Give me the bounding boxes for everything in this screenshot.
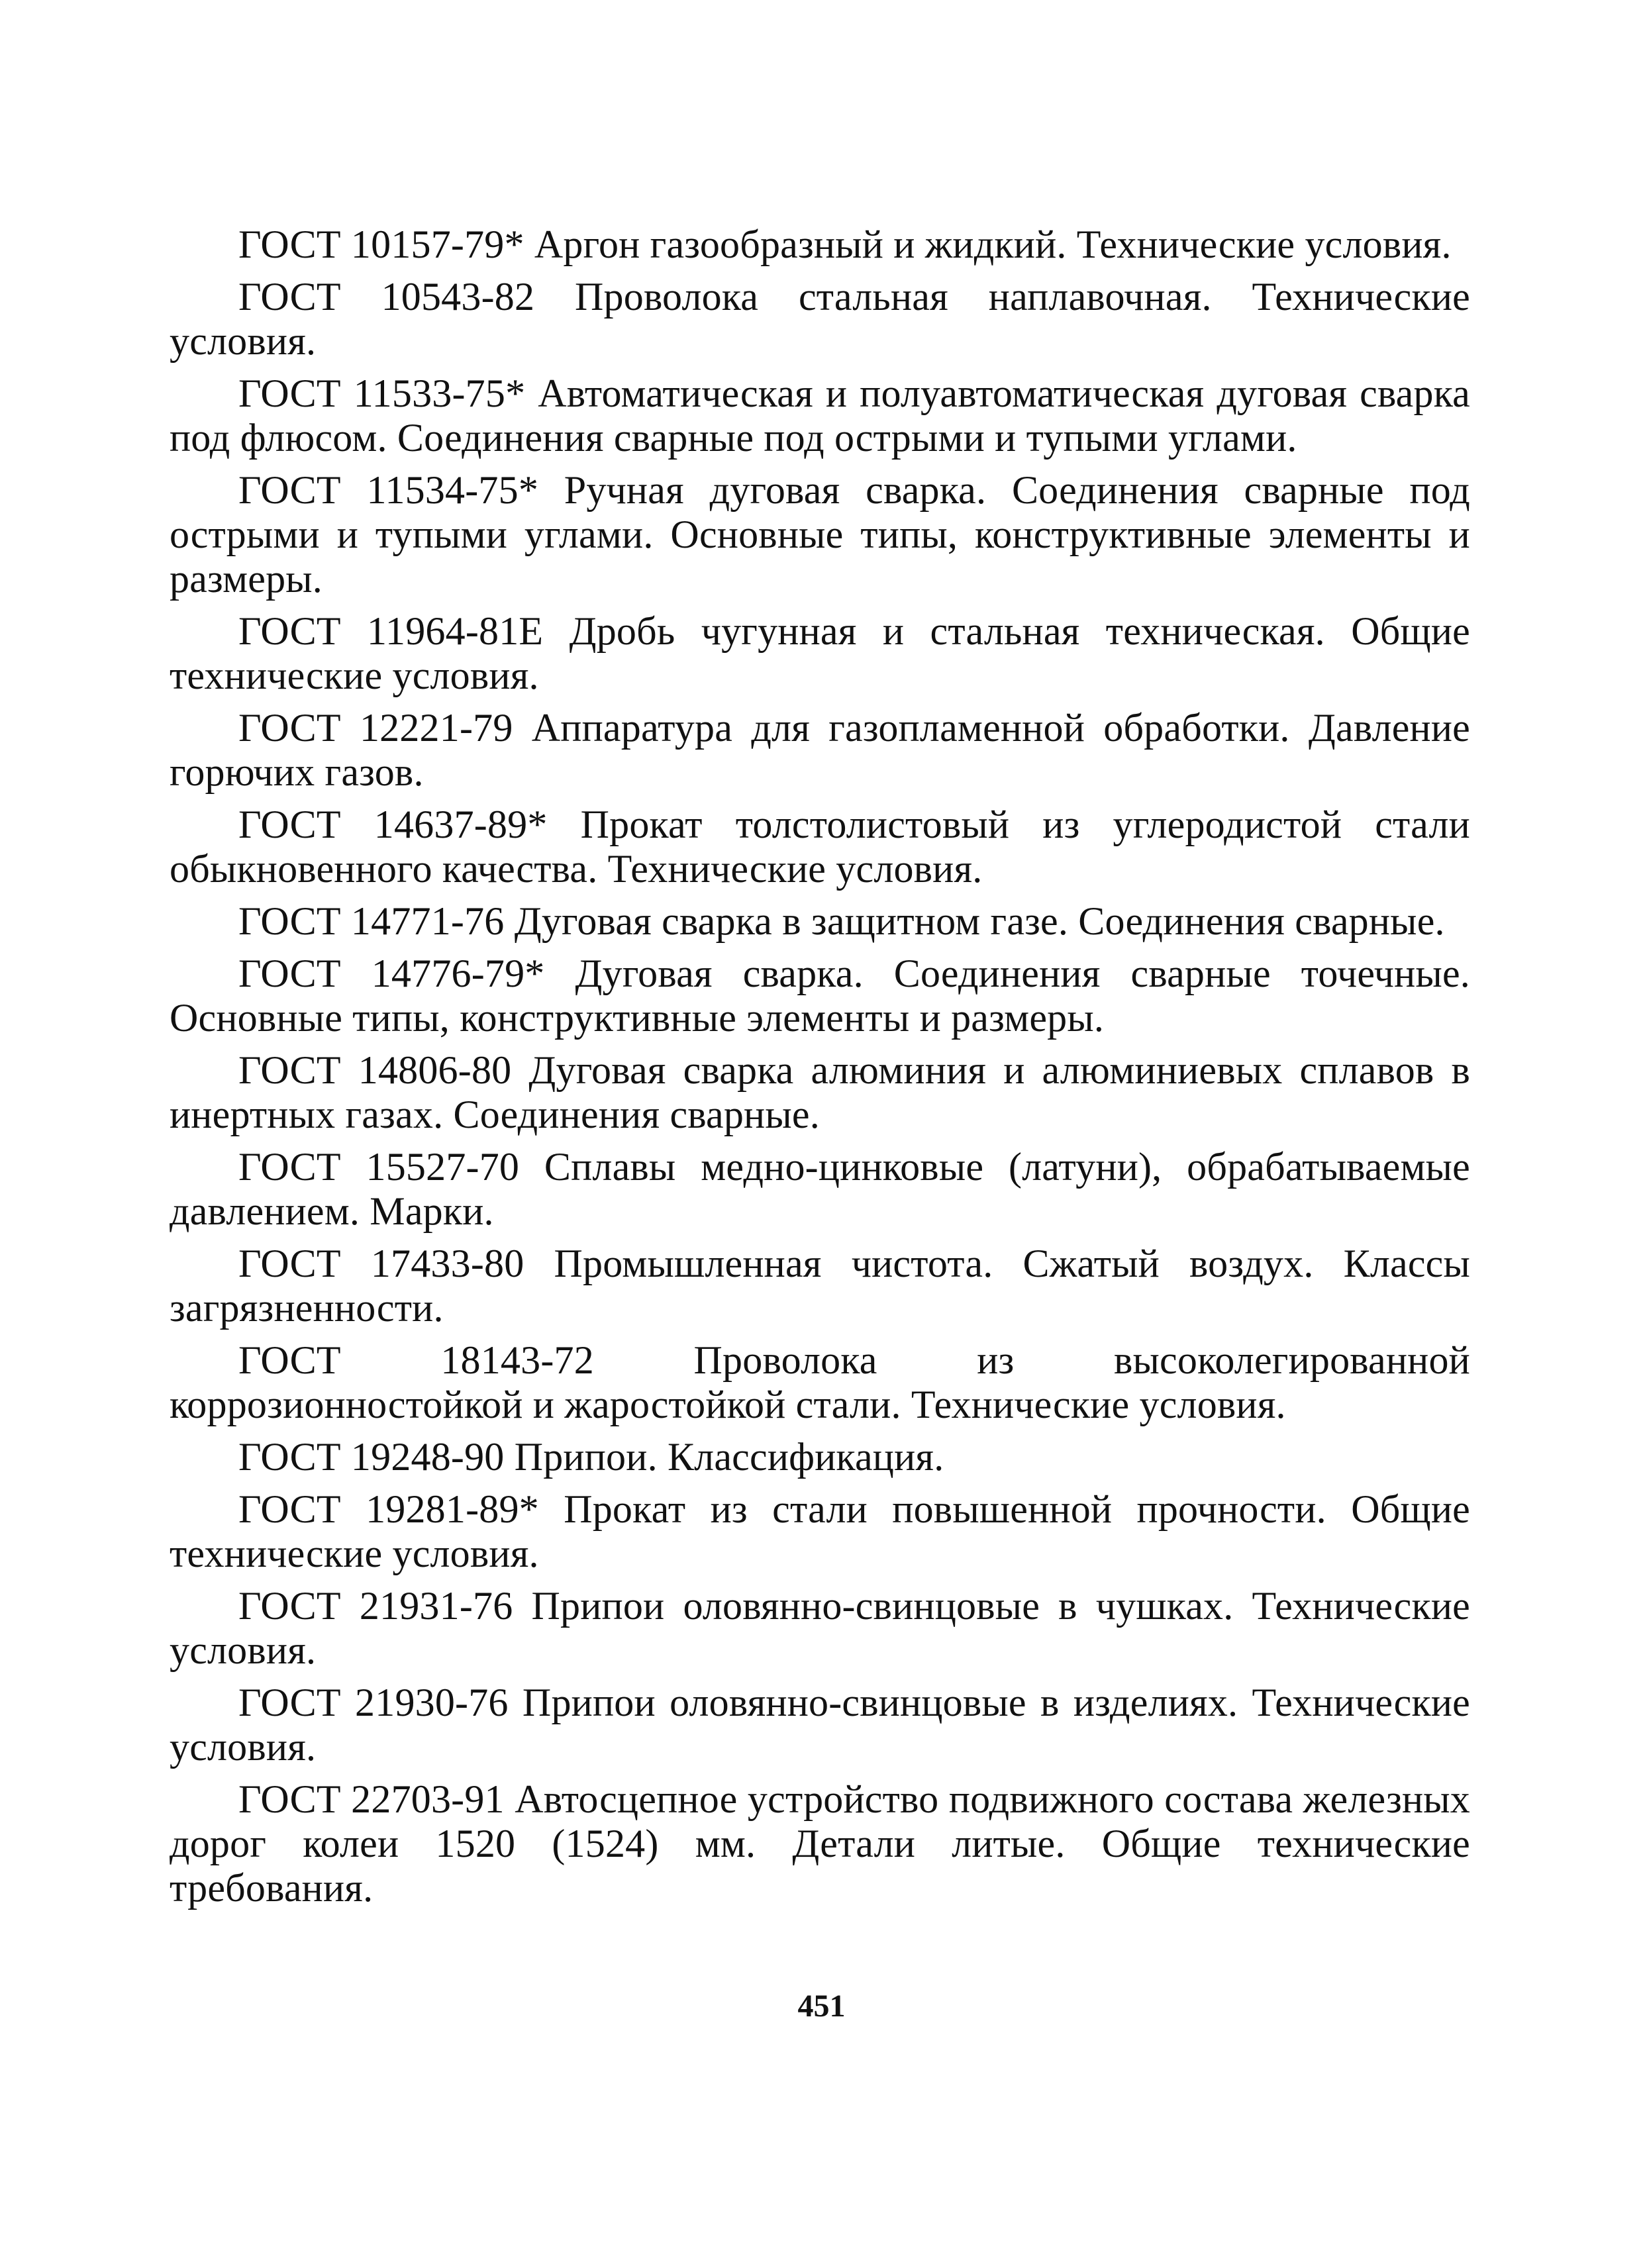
standard-entry-4: ГОСТ 11534-75* Ручная дуговая сварка. Соединения сварные под острыми и тупыми углами. Основные типы, конструктивные элементы и размеры. [170, 468, 1470, 601]
standard-entry-10: ГОСТ 14806-80 Дуговая сварка алюминия и алюминиевых сплавов в инертных газах. Соединения сварные. [170, 1048, 1470, 1136]
standard-entry-12: ГОСТ 17433-80 Промышленная чистота. Сжатый воздух. Классы загрязненности. [170, 1242, 1470, 1330]
standard-entry-7: ГОСТ 14637-89* Прокат толстолистовый из углеродистой стали обыкновенного качества. Технические условия. [170, 803, 1470, 891]
standard-entry-18: ГОСТ 22703-91 Автосцепное устройство подвижного состава железных дорог колеи 1520 (1524) мм. Детали литые. Общие технические требования. [170, 1777, 1470, 1910]
standard-entry-13: ГОСТ 18143-72 Проволока из высоколегированной коррозионностойкой и жаростойкой стали. Технические условия. [170, 1338, 1470, 1426]
standard-entry-17: ГОСТ 21930-76 Припои оловянно-свинцовые в изделиях. Технические условия. [170, 1681, 1470, 1769]
standards-list [170, 222, 1470, 1918]
page-number: 451 [797, 1989, 846, 2024]
standard-entry-2: ГОСТ 10543-82 Проволока стальная наплавочная. Технические условия. [170, 275, 1470, 363]
standard-entry-9: ГОСТ 14776-79* Дуговая сварка. Соединения сварные точечные. Основные типы, конструктивные элементы и размеры. [170, 952, 1470, 1040]
standard-entry-16: ГОСТ 21931-76 Припои оловянно-свинцовые в чушках. Технические условия. [170, 1584, 1470, 1672]
standard-entry-5: ГОСТ 11964-81Е Дробь чугунная и стальная техническая. Общие технические условия. [170, 609, 1470, 697]
standard-entry-15: ГОСТ 19281-89* Прокат из стали повышенной прочности. Общие технические условия. [170, 1487, 1470, 1575]
standard-entry-8: ГОСТ 14771-76 Дуговая сварка в защитном газе. Соединения сварные. [238, 899, 1445, 943]
standard-entry-3: ГОСТ 11533-75* Автоматическая и полуавтоматическая дуговая сварка под флюсом. Соединения сварные под острыми и тупыми углами. [170, 371, 1470, 460]
standard-entry-6: ГОСТ 12221-79 Аппаратура для газопламенной обработки. Давление горючих газов. [170, 706, 1470, 794]
standard-entry-11: ГОСТ 15527-70 Сплавы медно-цинковые (латуни), обрабатываемые давлением. Марки. [170, 1145, 1470, 1233]
standard-entry-1: ГОСТ 10157-79* Аргон газообразный и жидкий. Технические условия. [238, 222, 1452, 266]
standard-entry-14: ГОСТ 19248-90 Припои. Классификация. [238, 1435, 944, 1479]
